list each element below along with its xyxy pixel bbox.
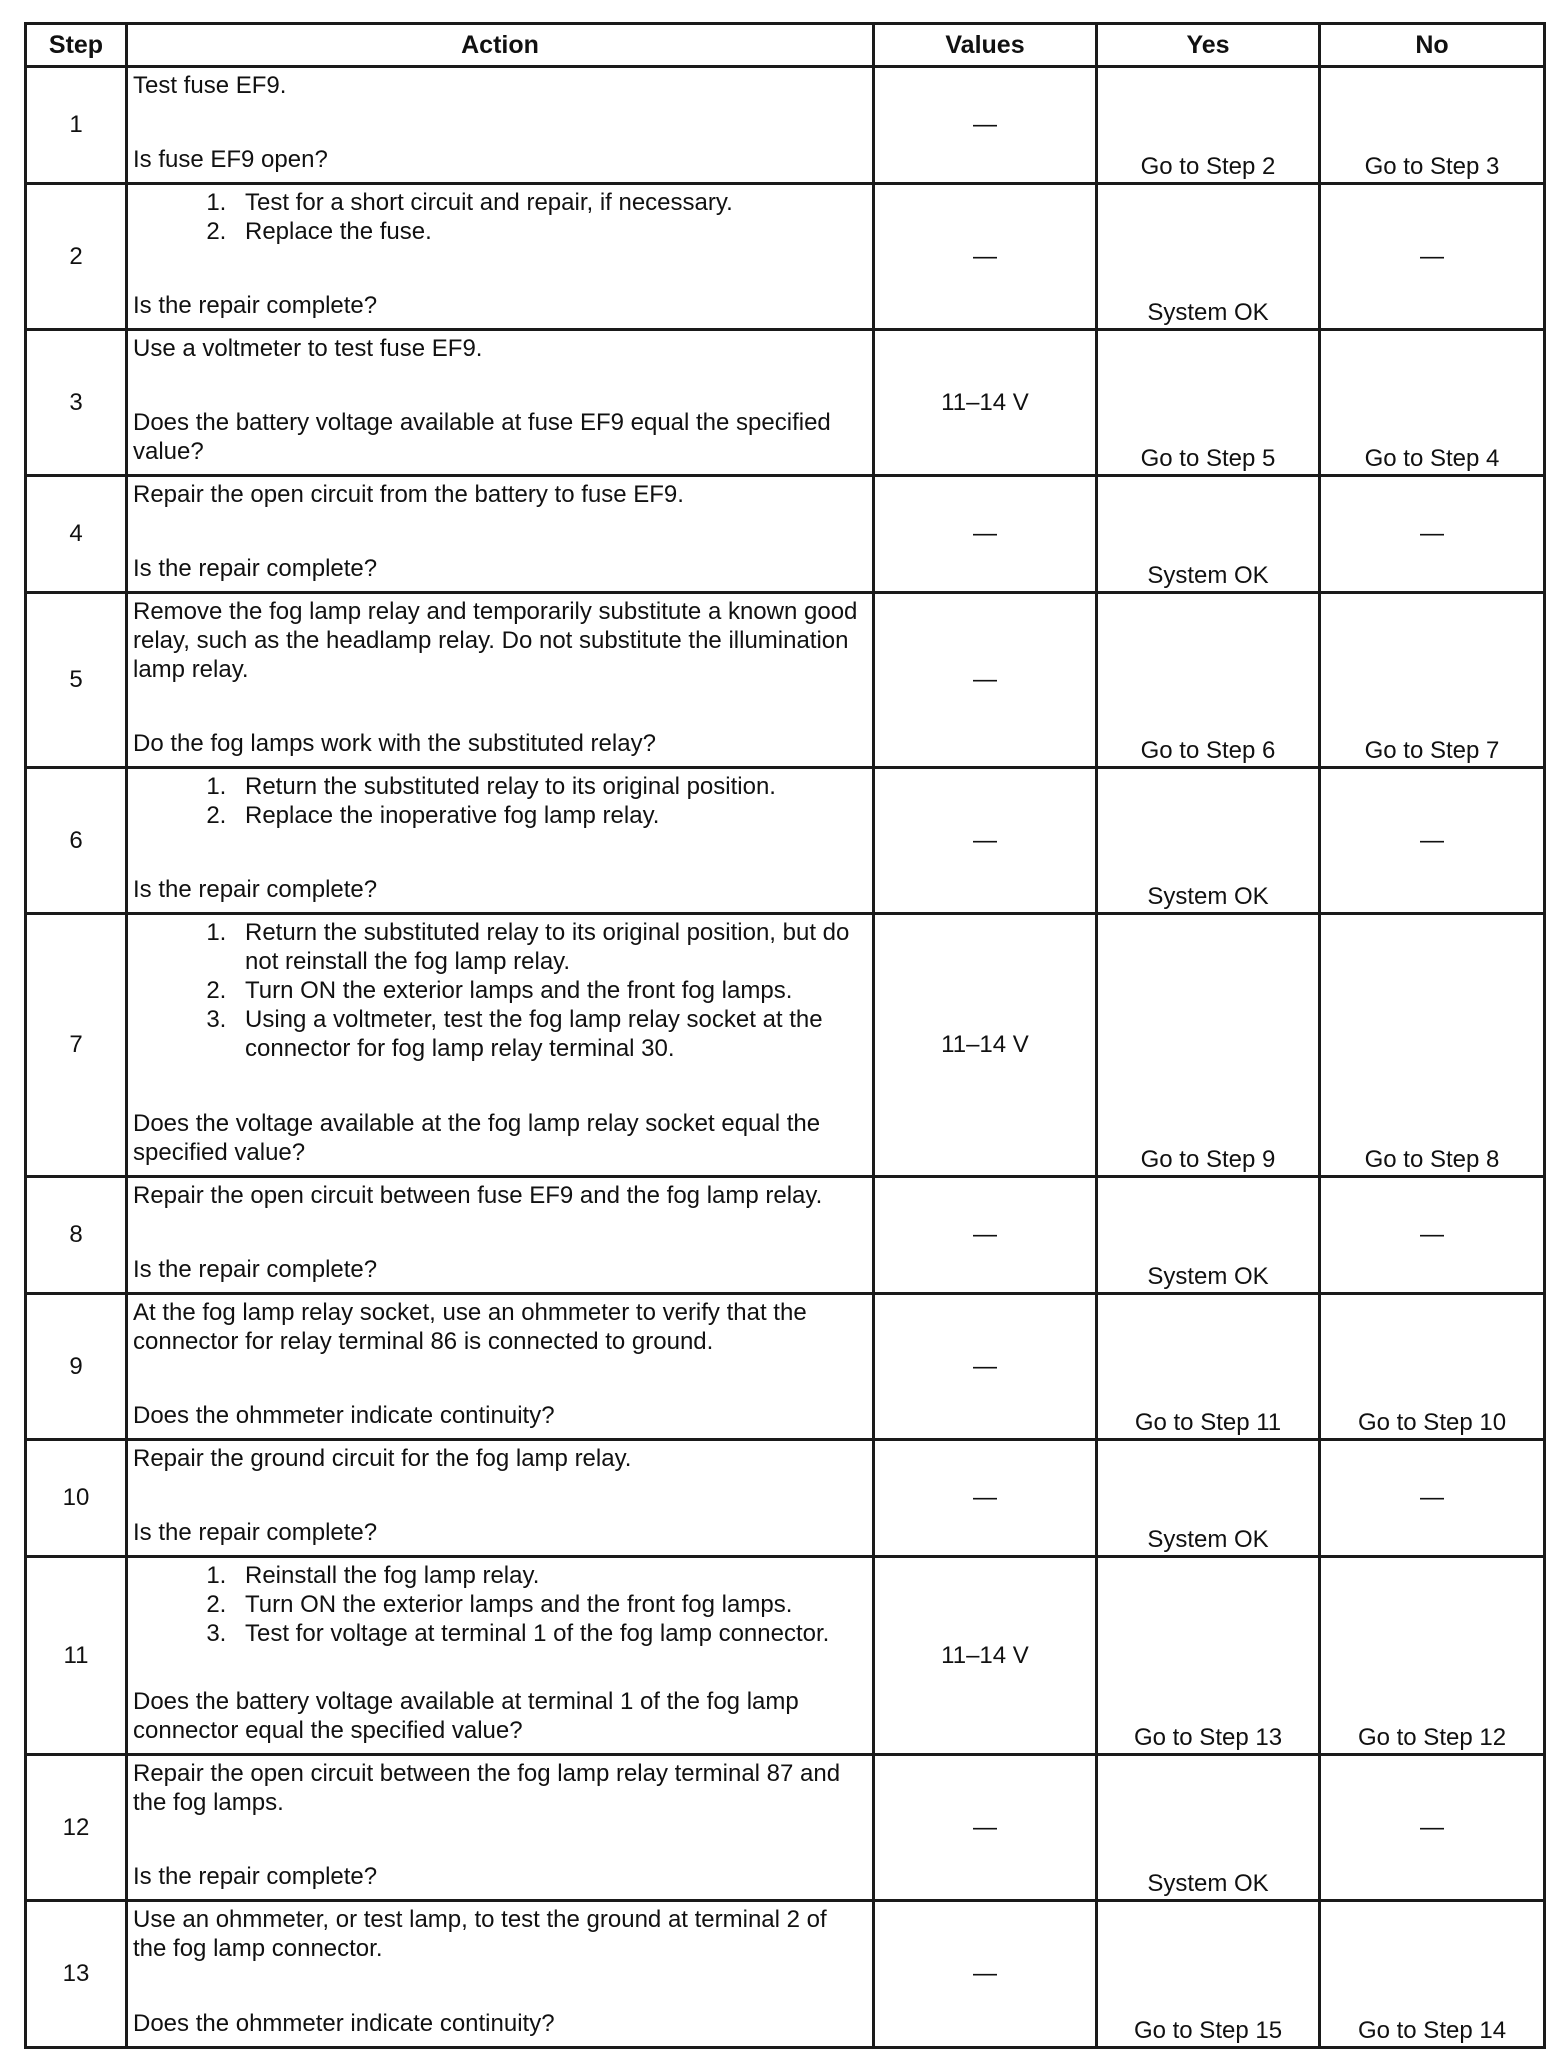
- table-row: [26, 768, 1545, 914]
- no-result: Go to Step 4: [1320, 330, 1545, 476]
- action-instruction: Remove the fog lamp relay and temporarily substitute a known good relay, such as the headlamp relay. Do not substitute the illumination lamp relay.: [133, 598, 858, 683]
- action-cell: [127, 1557, 874, 1755]
- action-instructions: [133, 1759, 866, 1817]
- action-question: Is fuse EF9 open?: [133, 146, 328, 173]
- header-action: Action: [127, 24, 874, 67]
- value-cell: —: [874, 1901, 1097, 2048]
- action-cell: [127, 330, 874, 476]
- action-instructions: [133, 480, 866, 509]
- value-cell: —: [874, 768, 1097, 914]
- action-cell: [127, 1901, 874, 2048]
- action-step-item: 2. Turn ON the exterior lamps and the front fog lamps.: [233, 976, 866, 1005]
- step-number: 6: [26, 768, 127, 914]
- action-content: [133, 71, 866, 174]
- step-number: 3: [26, 330, 127, 476]
- yes-result: Go to Step 9: [1097, 914, 1320, 1177]
- no-result: —: [1320, 476, 1545, 593]
- action-steps-list: [133, 918, 866, 1063]
- action-steps-list: [133, 1561, 866, 1648]
- action-question: Is the repair complete?: [133, 1863, 378, 1890]
- header-step: Step: [26, 24, 127, 67]
- action-content: [133, 1759, 866, 1891]
- action-step-item: 1. Return the substituted relay to its original position.: [233, 772, 866, 801]
- table-row: [26, 330, 1545, 476]
- action-question: Is the repair complete?: [133, 1519, 378, 1546]
- value-cell: —: [874, 476, 1097, 593]
- value-cell: —: [874, 184, 1097, 330]
- table-row: [26, 1557, 1545, 1755]
- yes-result: System OK: [1097, 1755, 1320, 1901]
- yes-result: System OK: [1097, 768, 1320, 914]
- value-cell: 11–14 V: [874, 914, 1097, 1177]
- value-cell: 11–14 V: [874, 330, 1097, 476]
- action-instructions: [133, 1181, 866, 1210]
- action-instructions: [133, 918, 866, 1063]
- yes-result: System OK: [1097, 1177, 1320, 1294]
- action-cell: [127, 184, 874, 330]
- action-instructions: [133, 334, 866, 363]
- action-content: [133, 1561, 866, 1745]
- action-content: [133, 918, 866, 1167]
- step-number: 5: [26, 593, 127, 768]
- step-number: 9: [26, 1294, 127, 1440]
- table-row: [26, 1440, 1545, 1557]
- action-instructions: [133, 1561, 866, 1648]
- step-number: 4: [26, 476, 127, 593]
- no-result: Go to Step 8: [1320, 914, 1545, 1177]
- table-row: [26, 476, 1545, 593]
- value-cell: —: [874, 1755, 1097, 1901]
- action-cell: [127, 476, 874, 593]
- action-cell: [127, 914, 874, 1177]
- yes-result: Go to Step 13: [1097, 1557, 1320, 1755]
- action-question: Do the fog lamps work with the substituted relay?: [133, 730, 656, 757]
- yes-result: Go to Step 2: [1097, 67, 1320, 184]
- action-question: Is the repair complete?: [133, 876, 378, 903]
- action-question: Does the voltage available at the fog lamp relay socket equal the specified value?: [133, 1110, 821, 1166]
- action-cell: [127, 1440, 874, 1557]
- yes-result: Go to Step 15: [1097, 1901, 1320, 2048]
- action-cell: [127, 1177, 874, 1294]
- yes-result: Go to Step 6: [1097, 593, 1320, 768]
- table-row: [26, 184, 1545, 330]
- action-instruction: Repair the open circuit between fuse EF9 and the fog lamp relay.: [133, 1182, 823, 1209]
- action-instructions: [133, 1444, 866, 1473]
- table-row: [26, 1755, 1545, 1901]
- action-question: Is the repair complete?: [133, 292, 378, 319]
- action-instruction: Use a voltmeter to test fuse EF9.: [133, 335, 483, 362]
- action-step-item: 3. Using a voltmeter, test the fog lamp relay socket at the connector for fog lamp relay terminal 30.: [233, 1005, 866, 1063]
- header-values: Values: [874, 24, 1097, 67]
- yes-result: Go to Step 11: [1097, 1294, 1320, 1440]
- action-question: Is the repair complete?: [133, 555, 378, 582]
- value-cell: —: [874, 1440, 1097, 1557]
- header-yes: Yes: [1097, 24, 1320, 67]
- action-content: [133, 772, 866, 904]
- action-cell: [127, 593, 874, 768]
- action-step-item: 2. Replace the fuse.: [233, 217, 866, 246]
- table-row: [26, 1177, 1545, 1294]
- table-row: [26, 914, 1545, 1177]
- action-instruction: Test fuse EF9.: [133, 72, 287, 99]
- action-question: Does the ohmmeter indicate continuity?: [133, 1402, 555, 1429]
- action-instruction: Repair the ground circuit for the fog lamp relay.: [133, 1445, 632, 1472]
- action-content: [133, 597, 866, 758]
- action-question: Does the battery voltage available at fuse EF9 equal the specified value?: [133, 409, 831, 465]
- value-cell: —: [874, 1177, 1097, 1294]
- step-number: 12: [26, 1755, 127, 1901]
- no-result: Go to Step 10: [1320, 1294, 1545, 1440]
- step-number: 1: [26, 67, 127, 184]
- no-result: —: [1320, 1177, 1545, 1294]
- step-number: 2: [26, 184, 127, 330]
- step-number: 8: [26, 1177, 127, 1294]
- diagnostic-table: [24, 22, 1546, 2049]
- table-row: [26, 1294, 1545, 1440]
- value-cell: 11–14 V: [874, 1557, 1097, 1755]
- action-cell: [127, 1755, 874, 1901]
- action-instructions: [133, 188, 866, 246]
- action-content: [133, 1181, 866, 1284]
- action-content: [133, 334, 866, 466]
- action-step-item: 1. Reinstall the fog lamp relay.: [233, 1561, 866, 1590]
- action-question: Does the ohmmeter indicate continuity?: [133, 2010, 555, 2037]
- action-step-item: 2. Replace the inoperative fog lamp relay.: [233, 801, 866, 830]
- no-result: —: [1320, 1755, 1545, 1901]
- action-cell: [127, 1294, 874, 1440]
- action-content: [133, 1905, 866, 2038]
- header-no: No: [1320, 24, 1545, 67]
- action-cell: [127, 67, 874, 184]
- table-row: [26, 1901, 1545, 2048]
- no-result: Go to Step 7: [1320, 593, 1545, 768]
- table-row: [26, 67, 1545, 184]
- value-cell: —: [874, 67, 1097, 184]
- action-step-item: 1. Test for a short circuit and repair, if necessary.: [233, 188, 866, 217]
- yes-result: System OK: [1097, 184, 1320, 330]
- action-cell: [127, 768, 874, 914]
- action-question: Is the repair complete?: [133, 1256, 378, 1283]
- table-body: [26, 67, 1545, 2048]
- action-instruction: At the fog lamp relay socket, use an ohmmeter to verify that the connector for relay terminal 86 is connected to ground.: [133, 1299, 807, 1355]
- value-cell: —: [874, 593, 1097, 768]
- action-instruction: Use an ohmmeter, or test lamp, to test the ground at terminal 2 of the fog lamp connector.: [133, 1906, 827, 1962]
- action-content: [133, 1298, 866, 1430]
- action-content: [133, 480, 866, 583]
- yes-result: System OK: [1097, 476, 1320, 593]
- action-instruction: Repair the open circuit between the fog lamp relay terminal 87 and the fog lamps.: [133, 1760, 841, 1816]
- no-result: —: [1320, 184, 1545, 330]
- action-step-item: 2. Turn ON the exterior lamps and the front fog lamps.: [233, 1590, 866, 1619]
- no-result: Go to Step 3: [1320, 67, 1545, 184]
- yes-result: System OK: [1097, 1440, 1320, 1557]
- step-number: 10: [26, 1440, 127, 1557]
- action-instruction: Repair the open circuit from the battery to fuse EF9.: [133, 481, 684, 508]
- action-step-item: 3. Test for voltage at terminal 1 of the fog lamp connector.: [233, 1619, 866, 1648]
- action-question: Does the battery voltage available at terminal 1 of the fog lamp connector equal the specified value?: [133, 1688, 799, 1744]
- no-result: —: [1320, 1440, 1545, 1557]
- action-step-item: 1. Return the substituted relay to its original position, but do not reinstall the fog lamp relay.: [233, 918, 866, 976]
- header-row: [26, 24, 1545, 67]
- value-cell: —: [874, 1294, 1097, 1440]
- step-number: 11: [26, 1557, 127, 1755]
- action-instructions: [133, 1905, 866, 1963]
- action-content: [133, 188, 866, 320]
- table-row: [26, 593, 1545, 768]
- action-steps-list: [133, 772, 866, 830]
- action-instructions: [133, 1298, 866, 1356]
- step-number: 7: [26, 914, 127, 1177]
- step-number: 13: [26, 1901, 127, 2048]
- action-instructions: [133, 772, 866, 830]
- no-result: Go to Step 12: [1320, 1557, 1545, 1755]
- action-steps-list: [133, 188, 866, 246]
- action-instructions: [133, 71, 866, 100]
- action-instructions: [133, 597, 866, 684]
- no-result: —: [1320, 768, 1545, 914]
- yes-result: Go to Step 5: [1097, 330, 1320, 476]
- no-result: Go to Step 14: [1320, 1901, 1545, 2048]
- action-content: [133, 1444, 866, 1547]
